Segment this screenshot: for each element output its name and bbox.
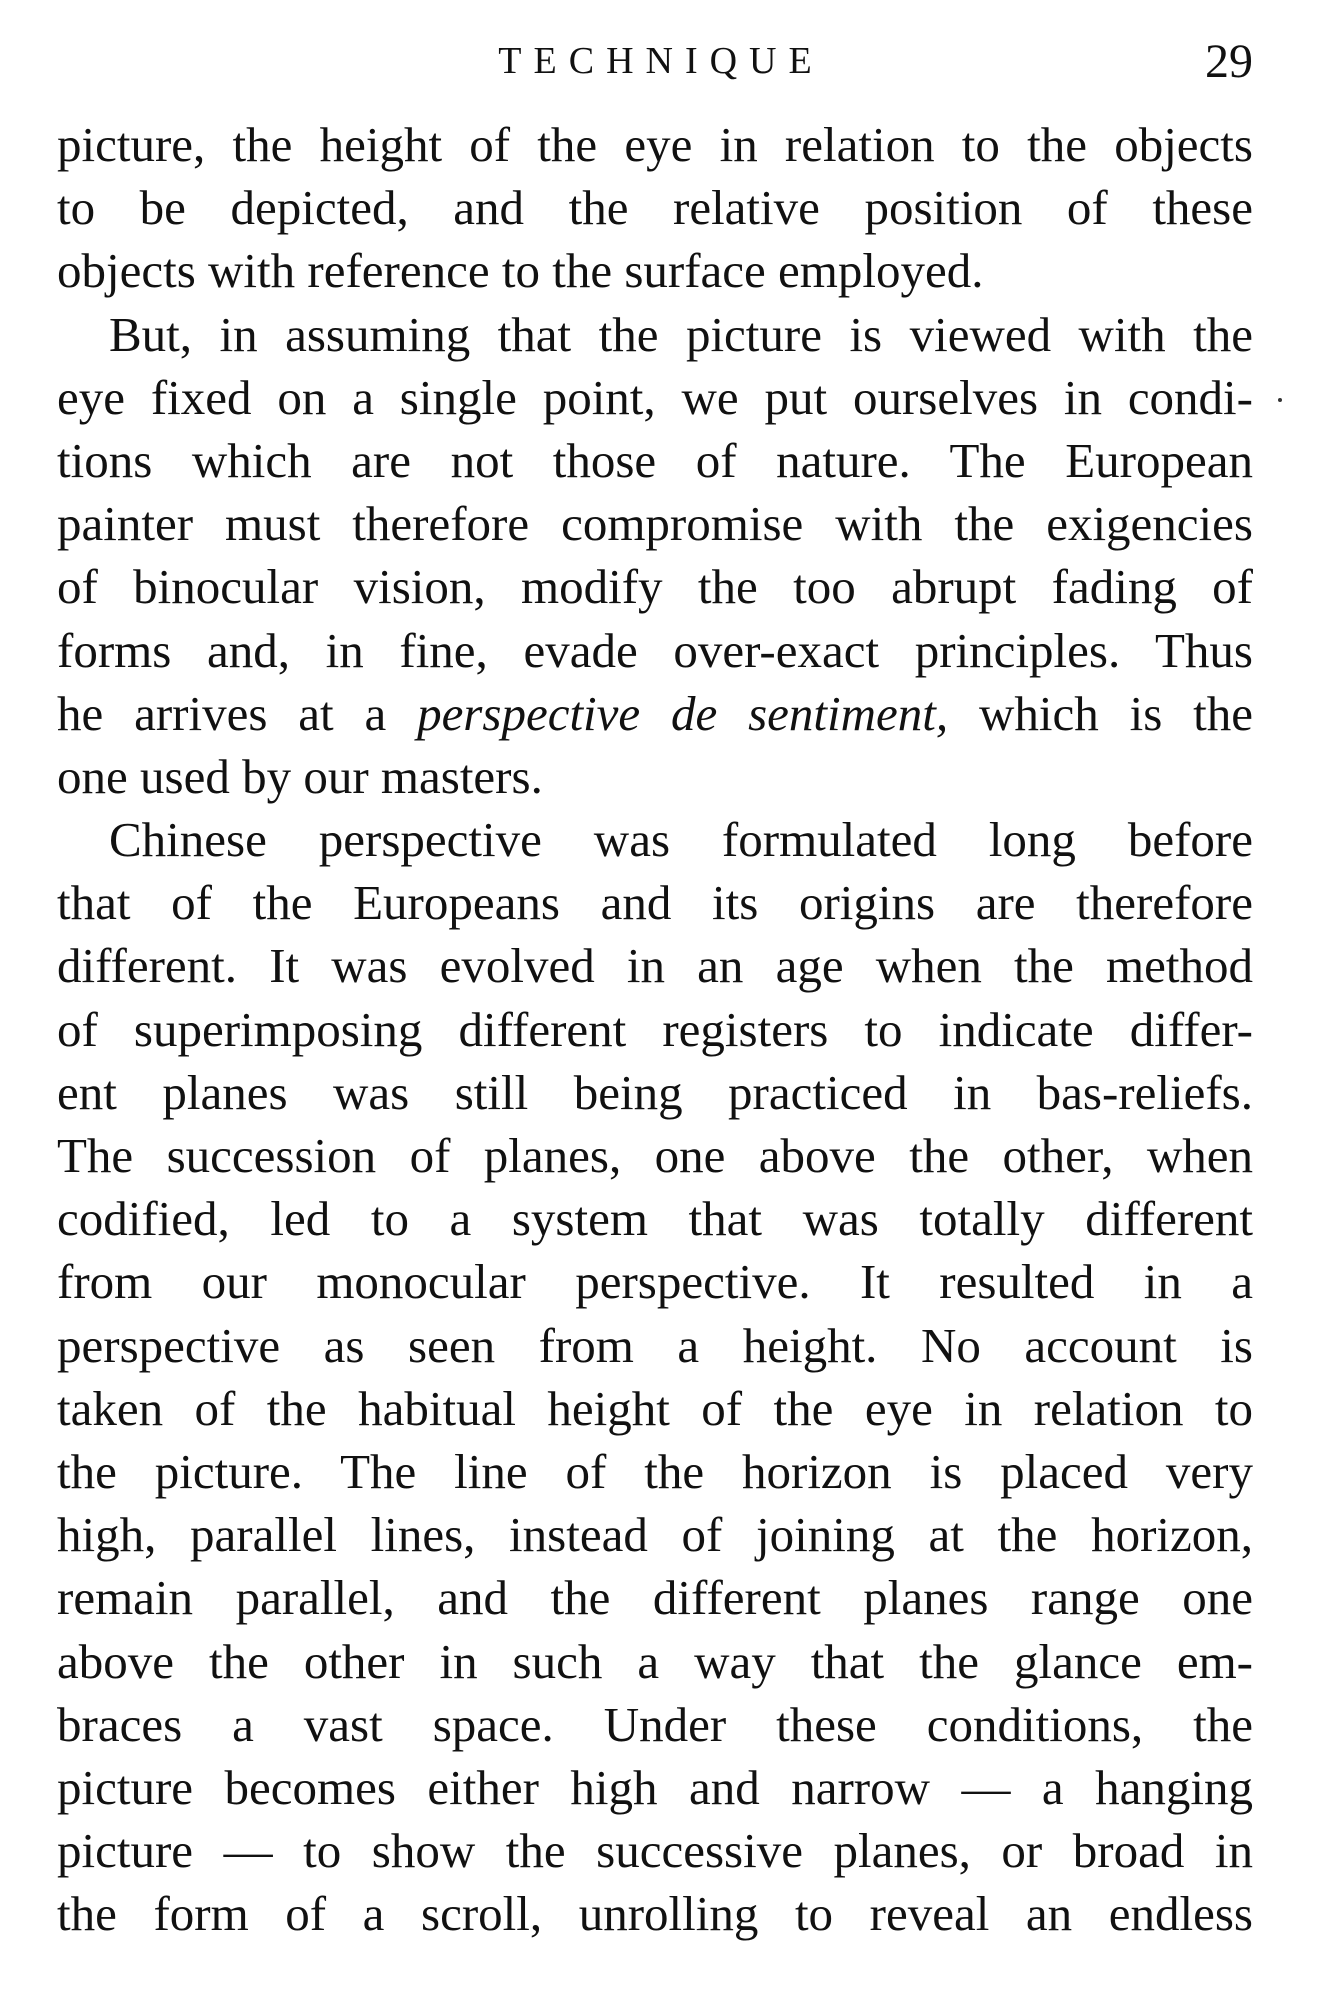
text-line: of superimposing different registers to indicate differ- (57, 1001, 1253, 1057)
body-text (57, 113, 1253, 1945)
text-line: picture, the height of the eye in relation to the objects (57, 117, 1253, 172)
text-line: Chinese perspective was formulated long before (109, 812, 1253, 868)
text-line: tions which are not those of nature. The European (57, 432, 1253, 488)
text-line: The succession of planes, one above the other, when (57, 1128, 1253, 1183)
text-line: forms and, in fine, evade over-exact principles. Thus (57, 622, 1253, 678)
text-line: the picture. The line of the horizon is placed very (57, 1443, 1253, 1499)
text-line: picture becomes either high and narrow — a hanging (57, 1759, 1253, 1815)
text-line: the form of a scroll, unrolling to reveal an endless (57, 1886, 1253, 1942)
text-line: But, in assuming that the picture is viewed with the (109, 306, 1253, 362)
running-header (57, 28, 1253, 108)
text-line: of binocular vision, modify the too abrupt fading of (57, 559, 1253, 615)
text-line: one used by our masters. (57, 748, 543, 804)
paragraph-2 (57, 303, 1253, 809)
text-line: to be depicted, and the relative position of these (57, 180, 1253, 236)
running-title: TECHNIQUE (498, 40, 824, 82)
text-line: picture — to show the successive planes, or broad in (57, 1823, 1253, 1879)
text-fragment: he arrives at a (57, 685, 418, 741)
text-line: from our monocular perspective. It resulted in a (57, 1254, 1253, 1310)
stray-ink-dot (1278, 398, 1282, 402)
text-line: taken of the habitual height of the eye in relation to (57, 1380, 1253, 1436)
page-number: 29 (1205, 35, 1253, 88)
text-line: painter must therefore compromise with the exigencies (57, 496, 1253, 552)
text-line: different. It was evolved in an age when the method (57, 938, 1253, 994)
text-line-with-italic (57, 682, 1253, 745)
text-line: ent planes was still being practiced in bas-reliefs. (57, 1064, 1253, 1120)
text-line: objects with reference to the surface employed. (57, 243, 984, 299)
text-line: perspective as seen from a height. No account is (57, 1317, 1253, 1373)
text-line: codified, led to a system that was totally different (57, 1191, 1253, 1247)
paragraph-1 (57, 113, 1253, 303)
text-line: above the other in such a way that the glance em- (57, 1633, 1253, 1689)
text-line: high, parallel lines, instead of joining at the horizon, (57, 1507, 1253, 1563)
text-fragment: which is the (948, 685, 1253, 741)
italic-phrase: perspective de sentiment, (417, 685, 949, 741)
text-line: eye fixed on a single point, we put ourselves in condi- (57, 369, 1253, 425)
text-line: that of the Europeans and its origins are therefore (57, 875, 1253, 931)
paragraph-3 (57, 808, 1253, 1945)
text-line: remain parallel, and the different planes range one (57, 1570, 1253, 1626)
text-line: braces a vast space. Under these conditions, the (57, 1696, 1253, 1752)
